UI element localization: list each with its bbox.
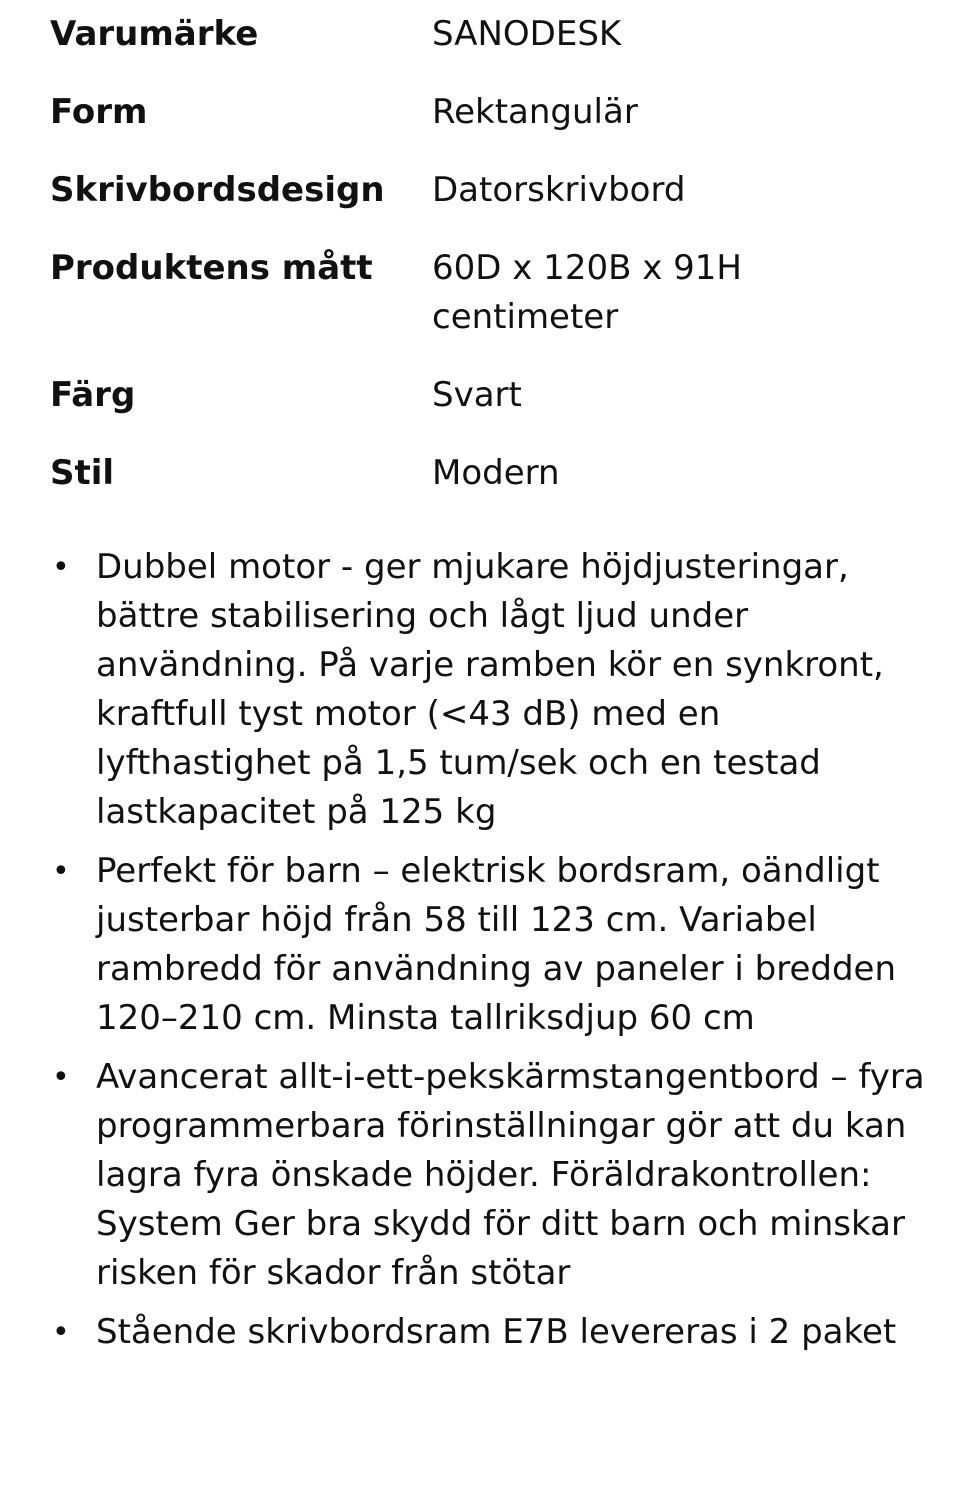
feature-bullet-kids	[50, 847, 930, 1043]
spec-row-brand	[50, 0, 930, 59]
bullet-text: Avancerat allt-i-ett-pekskärmstangentbord – fyra programmerbara förinställningar gör att du kan lagra fyra önskade höjder. Föräldrakontrollen: System Ger bra skydd för ditt barn och minskar risken för skador från stötar	[96, 1057, 925, 1293]
feature-bullet-list	[50, 543, 930, 1357]
spec-row-shape	[50, 88, 930, 137]
spec-value: SANODESK	[432, 14, 622, 54]
bullet-text: Dubbel motor - ger mjukare höjdjusteringar, bättre stabilisering och lågt ljud under användning. På varje ramben kör en synkront, kraftfull tyst motor (<43 dB) med en lyfthastighet på 1,5 tum/sek och en testad lastkapacitet på 125 kg	[96, 547, 884, 832]
spec-label: Färg	[50, 375, 136, 415]
spec-label: Skrivbordsdesign	[50, 170, 385, 210]
spec-value: 60D x 120B x 91H centimeter	[432, 248, 742, 337]
spec-row-desk-design	[50, 166, 930, 215]
feature-bullet-keypad	[50, 1053, 930, 1298]
spec-value: Modern	[432, 453, 560, 493]
spec-row-dimensions	[50, 244, 930, 342]
spec-label: Stil	[50, 453, 115, 493]
bullet-text: Stående skrivbordsram E7B levereras i 2 paket	[96, 1312, 897, 1352]
spec-label: Form	[50, 92, 148, 132]
spec-label: Varumärke	[50, 14, 259, 54]
feature-bullet-dual-motor	[50, 543, 930, 837]
spec-label: Produktens mått	[50, 248, 373, 288]
bullet-icon: •	[52, 854, 70, 889]
bullet-icon: •	[52, 1315, 70, 1350]
product-specs-table	[50, 0, 930, 498]
feature-bullet-packages	[50, 1308, 930, 1357]
spec-row-color	[50, 371, 930, 420]
spec-value: Svart	[432, 375, 522, 415]
spec-row-style	[50, 449, 930, 498]
spec-value: Rektangulär	[432, 92, 638, 132]
spec-value: Datorskrivbord	[432, 170, 686, 210]
bullet-text: Perfekt för barn – elektrisk bordsram, oändligt justerbar höjd från 58 till 123 cm. Variabel rambredd för användning av paneler i bredden 120–210 cm. Minsta tallriksdjup 60 cm	[96, 851, 897, 1038]
bullet-icon: •	[52, 550, 70, 585]
bullet-icon: •	[52, 1060, 70, 1095]
